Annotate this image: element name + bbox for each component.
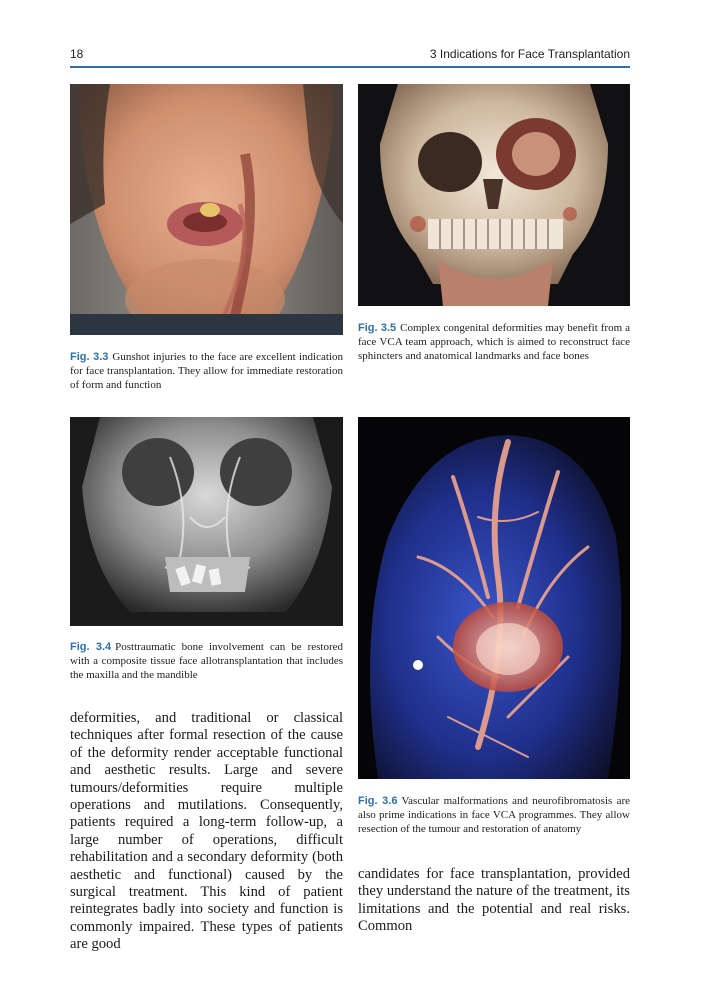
figure-3-4-image xyxy=(70,417,343,626)
figure-3-3-label: Fig. 3.3 xyxy=(70,351,109,363)
figure-3-5-caption xyxy=(358,321,630,363)
running-header-title: 3 Indications for Face Transplantation xyxy=(429,47,630,61)
figure-3-6-caption-text: Vascular malformations and neurofibromatosis are also prime indications in face VCA programmes. They allow resection of the tumour and restoration of anatomy xyxy=(358,795,631,835)
header-rule xyxy=(70,66,630,68)
figure-3-4-label: Fig. 3.4 xyxy=(70,641,112,653)
figure-3-6-image xyxy=(358,417,630,779)
figure-3-3-caption-text: Gunshot injuries to the face are excellent indication for face transplantation. They allow for immediate restoration of form and function xyxy=(70,351,343,391)
figure-3-5-label: Fig. 3.5 xyxy=(358,322,397,334)
figure-3-6-label: Fig. 3.6 xyxy=(358,795,398,807)
figure-3-4-caption xyxy=(70,640,343,682)
figure-3-6-caption xyxy=(358,794,630,836)
figure-3-5-caption-text: Complex congenital deformities may benefit from a face VCA team approach, which is aimed to reconstruct face sphincters and anatomical landmarks and face bones xyxy=(358,322,630,362)
page-number: 18 xyxy=(70,47,84,61)
body-text-left-column: deformities, and traditional or classical techniques after formal resection of the cause of the deformity render acceptable functional and aesthetic results. Large and severe tumours/deformities require multiple operations and mutilations. Consequently, patients required a long-term follow-up, a large number of operations, difficult rehabilitation and a secondary deformity (both aesthetic and functional) caused by the surgical treatment. This kind of patient reintegrates badly into society and function is commonly impaired. These types of patients are good xyxy=(70,710,343,953)
figure-3-4-caption-text: Posttraumatic bone involvement can be restored with a composite tissue face allotransplantation that includes the maxilla and the mandible xyxy=(70,641,343,681)
figure-3-3-caption xyxy=(70,350,343,392)
body-text-right-column: candidates for face transplantation, provided they understand the nature of the treatment, its limitations and the potential and real risks. Common xyxy=(358,866,630,935)
figure-3-5-image xyxy=(358,84,630,306)
figure-3-3-image xyxy=(70,84,343,335)
